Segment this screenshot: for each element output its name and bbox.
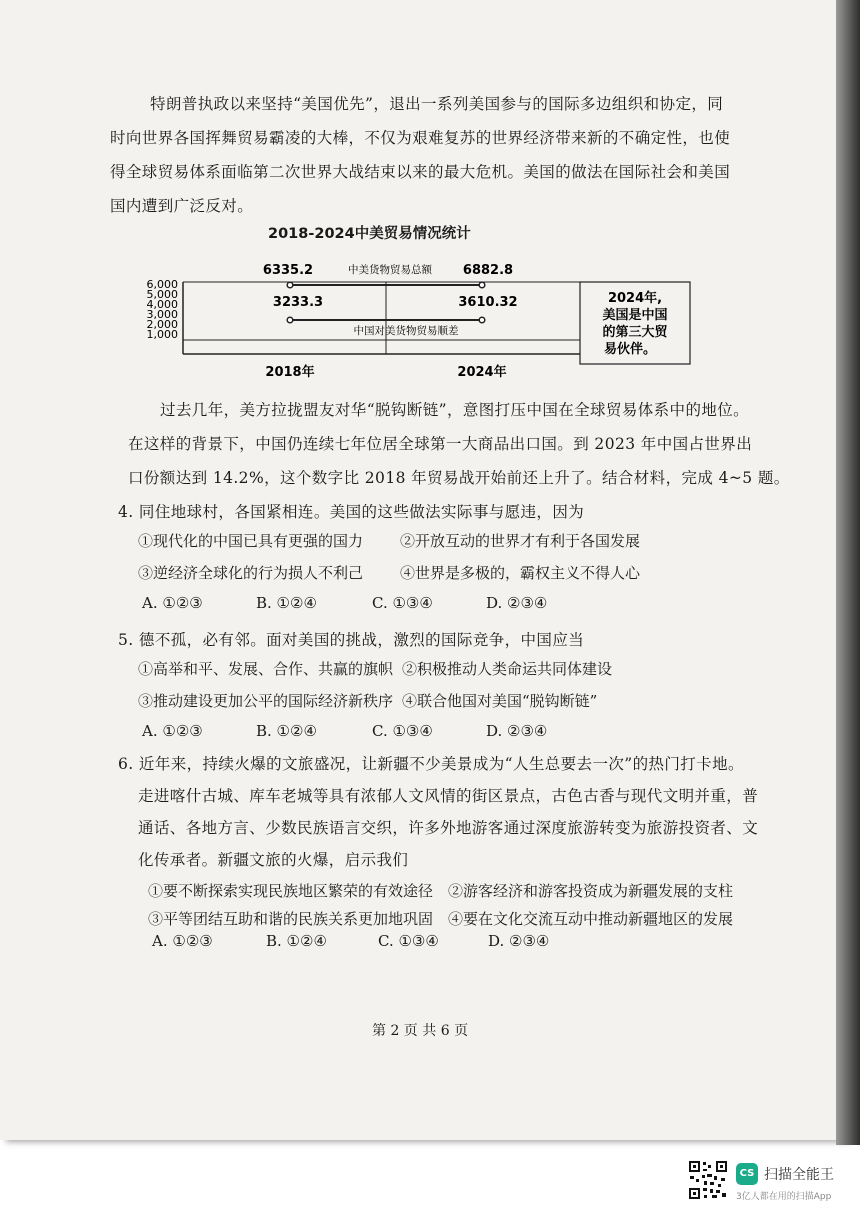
label-surplus-2024: 3610.32 xyxy=(458,295,518,310)
y-tick-1000: 1,000 xyxy=(146,328,178,341)
intro-line-3: 得全球贸易体系面临第二次世界大战结束以来的最大危机。美国的做法在国际社会和美国 xyxy=(110,163,731,181)
label-total-2024: 6882.8 xyxy=(462,263,514,278)
note-line-2: 美国是中国 xyxy=(602,308,668,323)
intro-line-2: 时向世界各国挥舞贸易霸凌的大棒，不仅为艰难复苏的世界经济带来新的不确定性，也使 xyxy=(110,129,731,147)
q5-choice-a: A. ①②③ xyxy=(142,722,203,740)
label-total-2018: 6335.2 xyxy=(262,263,314,278)
passage2-line-2: 在这样的背景下，中国仍连续七年位居全球第一大商品出口国。到 2023 年中国占世界出 xyxy=(128,435,753,453)
q4-choice-d: D. ②③④ xyxy=(486,594,548,612)
q4-option-3: ③逆经济全球化的行为损人不利己 xyxy=(138,564,364,582)
q5-choice-c: C. ①③④ xyxy=(372,722,433,740)
y-tick-3000: 3,000 xyxy=(146,308,178,321)
q5-option-3: ③推动建设更加公平的国际经济新秩序 xyxy=(138,692,394,710)
intro-line-4: 国内遭到广泛反对。 xyxy=(110,197,254,215)
x-label-2018: 2018年 xyxy=(265,365,315,380)
q4-choice-a: A. ①②③ xyxy=(142,594,203,612)
note-line-3: 的第三大贸 xyxy=(602,325,668,340)
q5-choice-d: D. ②③④ xyxy=(486,722,548,740)
q6-option-2: ②游客经济和游客投资成为新疆发展的支柱 xyxy=(448,882,734,900)
y-tick-5000: 5,000 xyxy=(146,288,178,301)
q5-stem: 5. 德不孤，必有邻。面对美国的挑战，激烈的国际竞争，中国应当 xyxy=(118,631,585,649)
q4-option-1: ①现代化的中国已具有更强的国力 xyxy=(138,532,364,550)
q6-stem-line-2: 走进喀什古城、库车老城等具有浓郁人文风情的街区景点，古色古香与现代文明并重，普 xyxy=(138,787,759,805)
point-surplus-2024 xyxy=(479,317,485,323)
q6-choice-c: C. ①③④ xyxy=(378,932,439,950)
chart-svg xyxy=(140,222,700,387)
app-name: 扫描全能王 xyxy=(764,1167,834,1183)
q4-stem: 4. 同住地球村，各国紧相连。美国的这些做法实际事与愿违，因为 xyxy=(118,503,585,521)
q4-option-4: ④世界是多极的，霸权主义不得人心 xyxy=(400,564,641,582)
q4-choice-b: B. ①②④ xyxy=(256,594,317,612)
chart-title: 2018-2024中美贸易情况统计 xyxy=(268,226,471,242)
q6-choice-d: D. ②③④ xyxy=(488,932,550,950)
note-line-1: 2024年, xyxy=(607,291,663,306)
q6-stem-line-1: 6. 近年来，持续火爆的文旅盛况，让新疆不少美景成为“人生总要去一次”的热门打卡地。 xyxy=(118,755,744,773)
q4-choice-c: C. ①③④ xyxy=(372,594,433,612)
x-label-2024: 2024年 xyxy=(457,365,507,380)
y-tick-4000: 4,000 xyxy=(146,298,178,311)
scanner-watermark xyxy=(688,1160,848,1206)
series-surplus-name: 中国对美货物贸易顺差 xyxy=(353,325,459,337)
q6-choice-a: A. ①②③ xyxy=(152,932,213,950)
q6-option-4: ④要在文化交流互动中推动新疆地区的发展 xyxy=(448,910,734,928)
y-tick-6000: 6,000 xyxy=(146,278,178,291)
q6-choice-b: B. ①②④ xyxy=(266,932,327,950)
series-total-name: 中美货物贸易总额 xyxy=(348,264,432,276)
q5-option-2: ②积极推动人类命运共同体建设 xyxy=(402,660,613,678)
q4-option-2: ②开放互动的世界才有利于各国发展 xyxy=(400,532,641,550)
q6-stem-line-4: 化传承者。新疆文旅的火爆，启示我们 xyxy=(138,851,409,869)
app-tagline: 3亿人都在用的扫描App xyxy=(736,1192,832,1202)
y-tick-2000: 2,000 xyxy=(146,318,178,331)
point-surplus-2018 xyxy=(287,317,293,323)
q6-option-1: ①要不断探索实现民族地区繁荣的有效途径 xyxy=(148,882,434,900)
passage2-line-3: 口份额达到 14.2%，这个数字比 2018 年贸易战开始前还上升了。结合材料，完成 4~5 题。 xyxy=(128,469,790,487)
q6-option-3: ③平等团结互助和谐的民族关系更加地巩固 xyxy=(148,910,434,928)
label-surplus-2018: 3233.3 xyxy=(272,295,324,310)
q6-stem-line-3: 通话、各地方言、少数民族语言交织，许多外地游客通过深度旅游转变为旅游投资者、文 xyxy=(138,819,759,837)
point-total-2018 xyxy=(287,282,293,288)
passage2-line-1: 过去几年，美方拉拢盟友对华“脱钩断链”，意图打压中国在全球贸易体系中的地位。 xyxy=(160,401,750,419)
camscanner-logo: CS xyxy=(736,1163,758,1185)
q5-option-1: ①高举和平、发展、合作、共赢的旗帜 xyxy=(138,660,394,678)
point-total-2024 xyxy=(479,282,485,288)
q5-choice-b: B. ①②④ xyxy=(256,722,317,740)
q5-option-4: ④联合他国对美国“脱钩断链” xyxy=(402,692,598,710)
intro-line-1: 特朗普执政以来坚持“美国优先”，退出一系列美国参与的国际多边组织和协定，同 xyxy=(150,95,724,113)
paper-edge-shadow xyxy=(836,0,860,1145)
page-number: 第 2 页 共 6 页 xyxy=(372,1023,469,1039)
note-line-4: 易伙伴。 xyxy=(603,342,657,357)
qr-code-icon xyxy=(688,1160,728,1200)
trade-chart xyxy=(140,222,700,387)
